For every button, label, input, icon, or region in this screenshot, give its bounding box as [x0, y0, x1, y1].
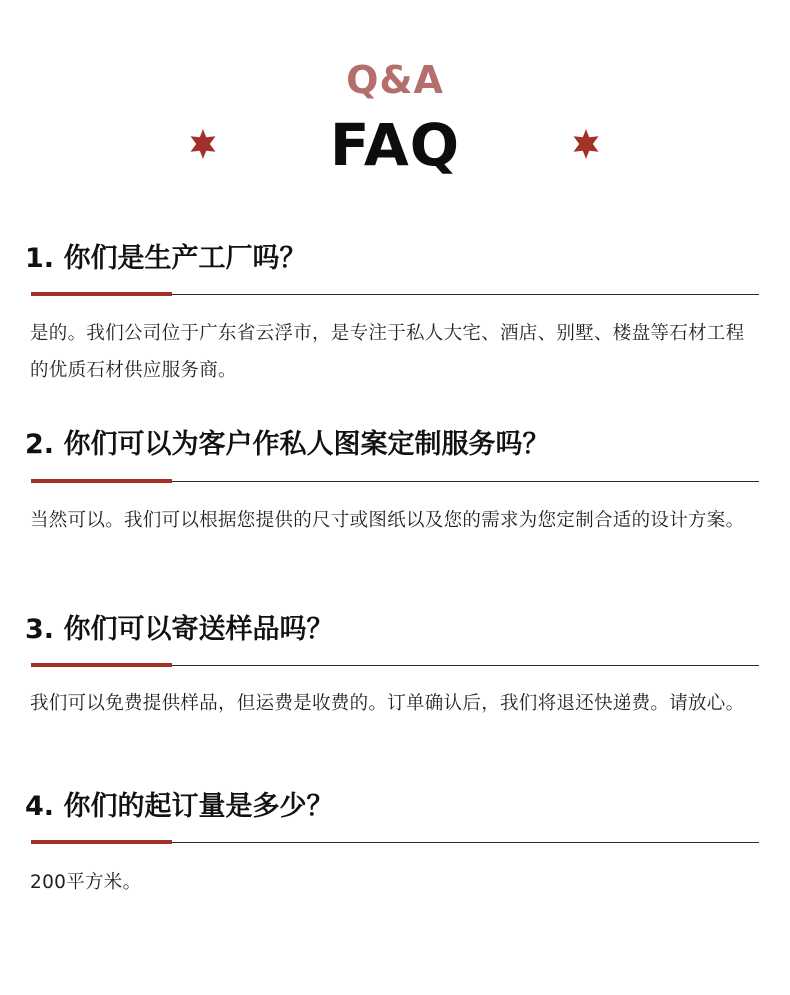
- faq-question: 3. 你们可以寄送样品吗？: [25, 614, 334, 645]
- faq-item-2: [0, 426, 790, 576]
- faq-answer: 我们可以免费提供样品，但运费是收费的。订单确认后，我们将退还快递费。请放心。: [30, 693, 745, 714]
- qa-label: Q&A: [346, 58, 444, 102]
- divider-accent: [31, 292, 172, 296]
- faq-answer: 当然可以。我们可以根据您提供的尺寸或图纸以及您的需求为您定制合适的设计方案。: [30, 510, 745, 531]
- divider-accent: [31, 663, 172, 667]
- star-icon: [572, 129, 600, 159]
- faq-answer: 200平方米。: [30, 872, 142, 893]
- faq-item-3: [0, 611, 790, 761]
- divider-accent: [31, 840, 172, 844]
- faq-item-4: [0, 788, 790, 908]
- divider-accent: [31, 479, 172, 483]
- faq-header: [0, 0, 790, 200]
- faq-question: 2. 你们可以为客户作私人图案定制服务吗？: [25, 429, 550, 460]
- faq-item-1: [0, 240, 790, 390]
- page-title: FAQ: [329, 111, 461, 179]
- faq-question: 1. 你们是生产工厂吗？: [25, 243, 307, 274]
- faq-answer: 是的。我们公司位于广东省云浮市，是专注于私人大宅、酒店、别墅、楼盘等石材工程的优质石材供应服务商。: [30, 323, 745, 381]
- faq-question: 4. 你们的起订量是多少？: [25, 791, 334, 822]
